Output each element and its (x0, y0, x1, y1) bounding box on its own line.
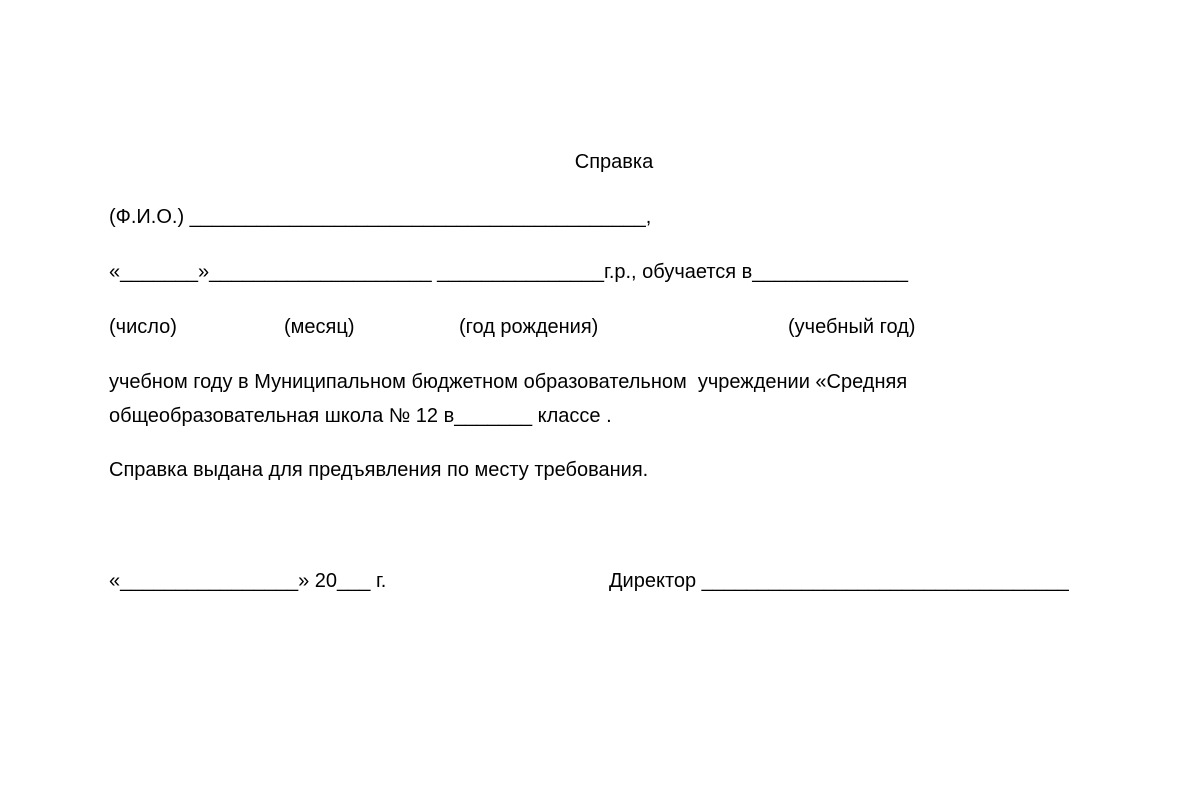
caption-birth-year: (год рождения) (459, 316, 599, 338)
birth-line: «_______»____________________ _______________г.р., обучается в______________ (109, 261, 908, 283)
purpose-line: Справка выдана для предъявления по месту требования. (109, 459, 649, 481)
caption-month: (месяц) (284, 316, 355, 338)
school-line-2: общеобразовательная школа № 12 в_______ классе . (109, 405, 612, 427)
caption-school-year: (учебный год) (788, 316, 916, 338)
caption-day: (число) (109, 316, 177, 338)
fio-line: (Ф.И.О.) _________________________________________, (109, 206, 652, 228)
school-line-1: учебном году в Муниципальном бюджетном образовательном учреждении «Средняя (109, 371, 908, 393)
date-line: «________________» 20___ г. (109, 570, 387, 592)
director-line: Директор _________________________________ (609, 570, 1069, 592)
document-title: Справка (574, 151, 654, 173)
